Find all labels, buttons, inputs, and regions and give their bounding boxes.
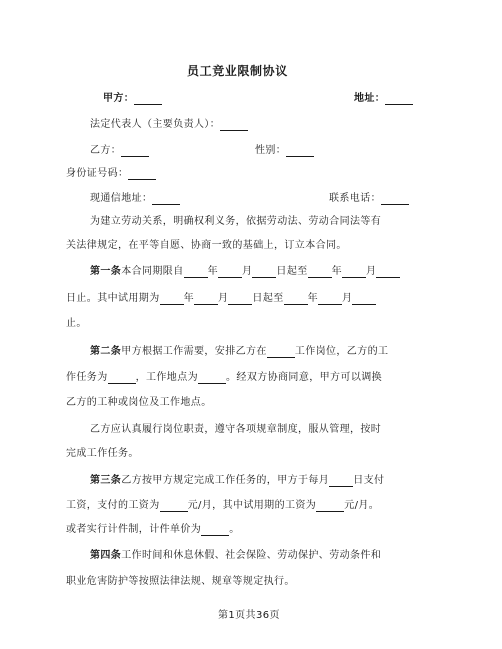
blank: [308, 267, 332, 278]
party-b-label: 乙方：: [90, 145, 122, 156]
gender-line: [255, 145, 314, 157]
blank: [267, 347, 295, 358]
phone-line: [329, 193, 409, 205]
intro-line-2: 关法律规定，在平等自愿、协商一致的基础上，订立本合同。: [66, 240, 347, 251]
article-4-text: 工作时间和休息休假、社会保险、劳动保护、劳动条件和: [121, 550, 382, 561]
phone-label: 联系电话：: [329, 193, 381, 204]
party-a-blank: [134, 94, 162, 105]
article-3-text: 乙方按甲方规定完成工作任务的，甲方于每月: [121, 475, 330, 486]
party-b-line: [90, 145, 149, 157]
blank: [108, 373, 136, 384]
article-2-text: ，工作地点为: [135, 372, 199, 383]
current-address-label: 现通信地址：: [90, 193, 153, 204]
blank: [316, 501, 344, 512]
article-3-line-1: [90, 475, 384, 487]
blank: [284, 294, 308, 305]
party-a-label: 甲方：: [103, 93, 135, 104]
article-2-text: 甲方根据工作需要，安排乙方在: [121, 346, 267, 357]
article-1-text: 本合同期限自: [121, 266, 184, 277]
id-blank: [128, 169, 156, 180]
article-1-line-1: [90, 266, 400, 278]
article-1-text: 日止。其中试用期为: [66, 293, 160, 304]
id-label: 身份证号码：: [66, 168, 129, 179]
blank: [228, 294, 252, 305]
blank: [218, 267, 242, 278]
blank: [376, 267, 400, 278]
article-2-line-1: [90, 346, 388, 358]
legal-rep-blank: [220, 120, 248, 131]
blank: [318, 294, 342, 305]
month-text: 月: [218, 293, 229, 304]
article-1-title: 第一条: [90, 266, 122, 277]
year-text: 年: [307, 293, 319, 304]
legal-rep-label: 法定代表人（主要负责人）：: [90, 119, 221, 130]
article-3-text: 。: [229, 524, 240, 535]
address-line: [354, 93, 413, 105]
article-2-line-5: 完成工作任务。: [66, 448, 139, 459]
blank: [194, 294, 218, 305]
article-3-text: 元/月。: [344, 500, 380, 511]
id-line: [66, 168, 156, 180]
article-2-title: 第二条: [90, 346, 122, 357]
month-text: 月: [342, 293, 353, 304]
blank: [184, 267, 208, 278]
day-from-text: 日起至: [276, 266, 308, 277]
article-2-text: 。经双方协商同意，甲方可以调换: [226, 372, 383, 383]
article-3-line-2: [66, 500, 379, 512]
blank: [352, 294, 376, 305]
article-3-text: 日支付: [353, 475, 385, 486]
current-address-line: [90, 193, 180, 205]
current-address-blank: [152, 194, 180, 205]
year-text: 年: [183, 293, 195, 304]
article-4-line-1: [90, 550, 381, 562]
intro-line-1: 为建立劳动关系，明确权利义务，依据劳动法、劳动合同法等有: [90, 216, 382, 227]
article-3-line-3: [66, 524, 240, 536]
article-2-text: 作任务为: [66, 372, 108, 383]
article-3-title: 第三条: [90, 475, 122, 486]
phone-blank: [381, 194, 409, 205]
legal-rep-line: [90, 119, 248, 131]
article-2-text: 工作岗位，乙方的工: [294, 346, 389, 357]
blank: [252, 267, 276, 278]
blank: [201, 525, 229, 536]
address-blank: [385, 94, 413, 105]
year-text: 年: [207, 266, 219, 277]
day-from-text: 日起至: [252, 293, 284, 304]
article-3-text: 元/月，其中试用期的工资为: [187, 500, 317, 511]
month-text: 月: [366, 266, 377, 277]
address-label: 地址：: [354, 93, 386, 104]
blank: [198, 373, 226, 384]
article-2-line-3: 乙方的工种或岗位及工作地点。: [66, 397, 212, 408]
article-2-line-4: 乙方应认真履行岗位职责，遵守各项规章制度，服从管理，按时: [90, 424, 382, 435]
gender-label: 性别：: [255, 145, 287, 156]
article-4-title: 第四条: [90, 550, 122, 561]
blank: [342, 267, 366, 278]
gender-blank: [286, 146, 314, 157]
blank: [329, 476, 353, 487]
article-1-line-2: [66, 293, 376, 305]
article-4-line-2: 职业危害防护等按照法律法规、规章等规定执行。: [66, 576, 295, 587]
blank: [160, 294, 184, 305]
article-2-line-2: [66, 372, 382, 384]
party-b-blank: [121, 146, 149, 157]
blank: [160, 501, 188, 512]
article-3-text: 工资，支付的工资为: [66, 500, 160, 511]
party-a-line: [103, 93, 162, 105]
article-1-line-3: 止。: [66, 318, 87, 329]
document-title: 员工竞业限制协议: [187, 64, 288, 78]
year-text: 年: [331, 266, 343, 277]
article-3-text: 或者实行计件制，计件单价为: [66, 524, 202, 535]
month-text: 月: [242, 266, 253, 277]
page-footer: 第1页共36页: [218, 610, 280, 621]
